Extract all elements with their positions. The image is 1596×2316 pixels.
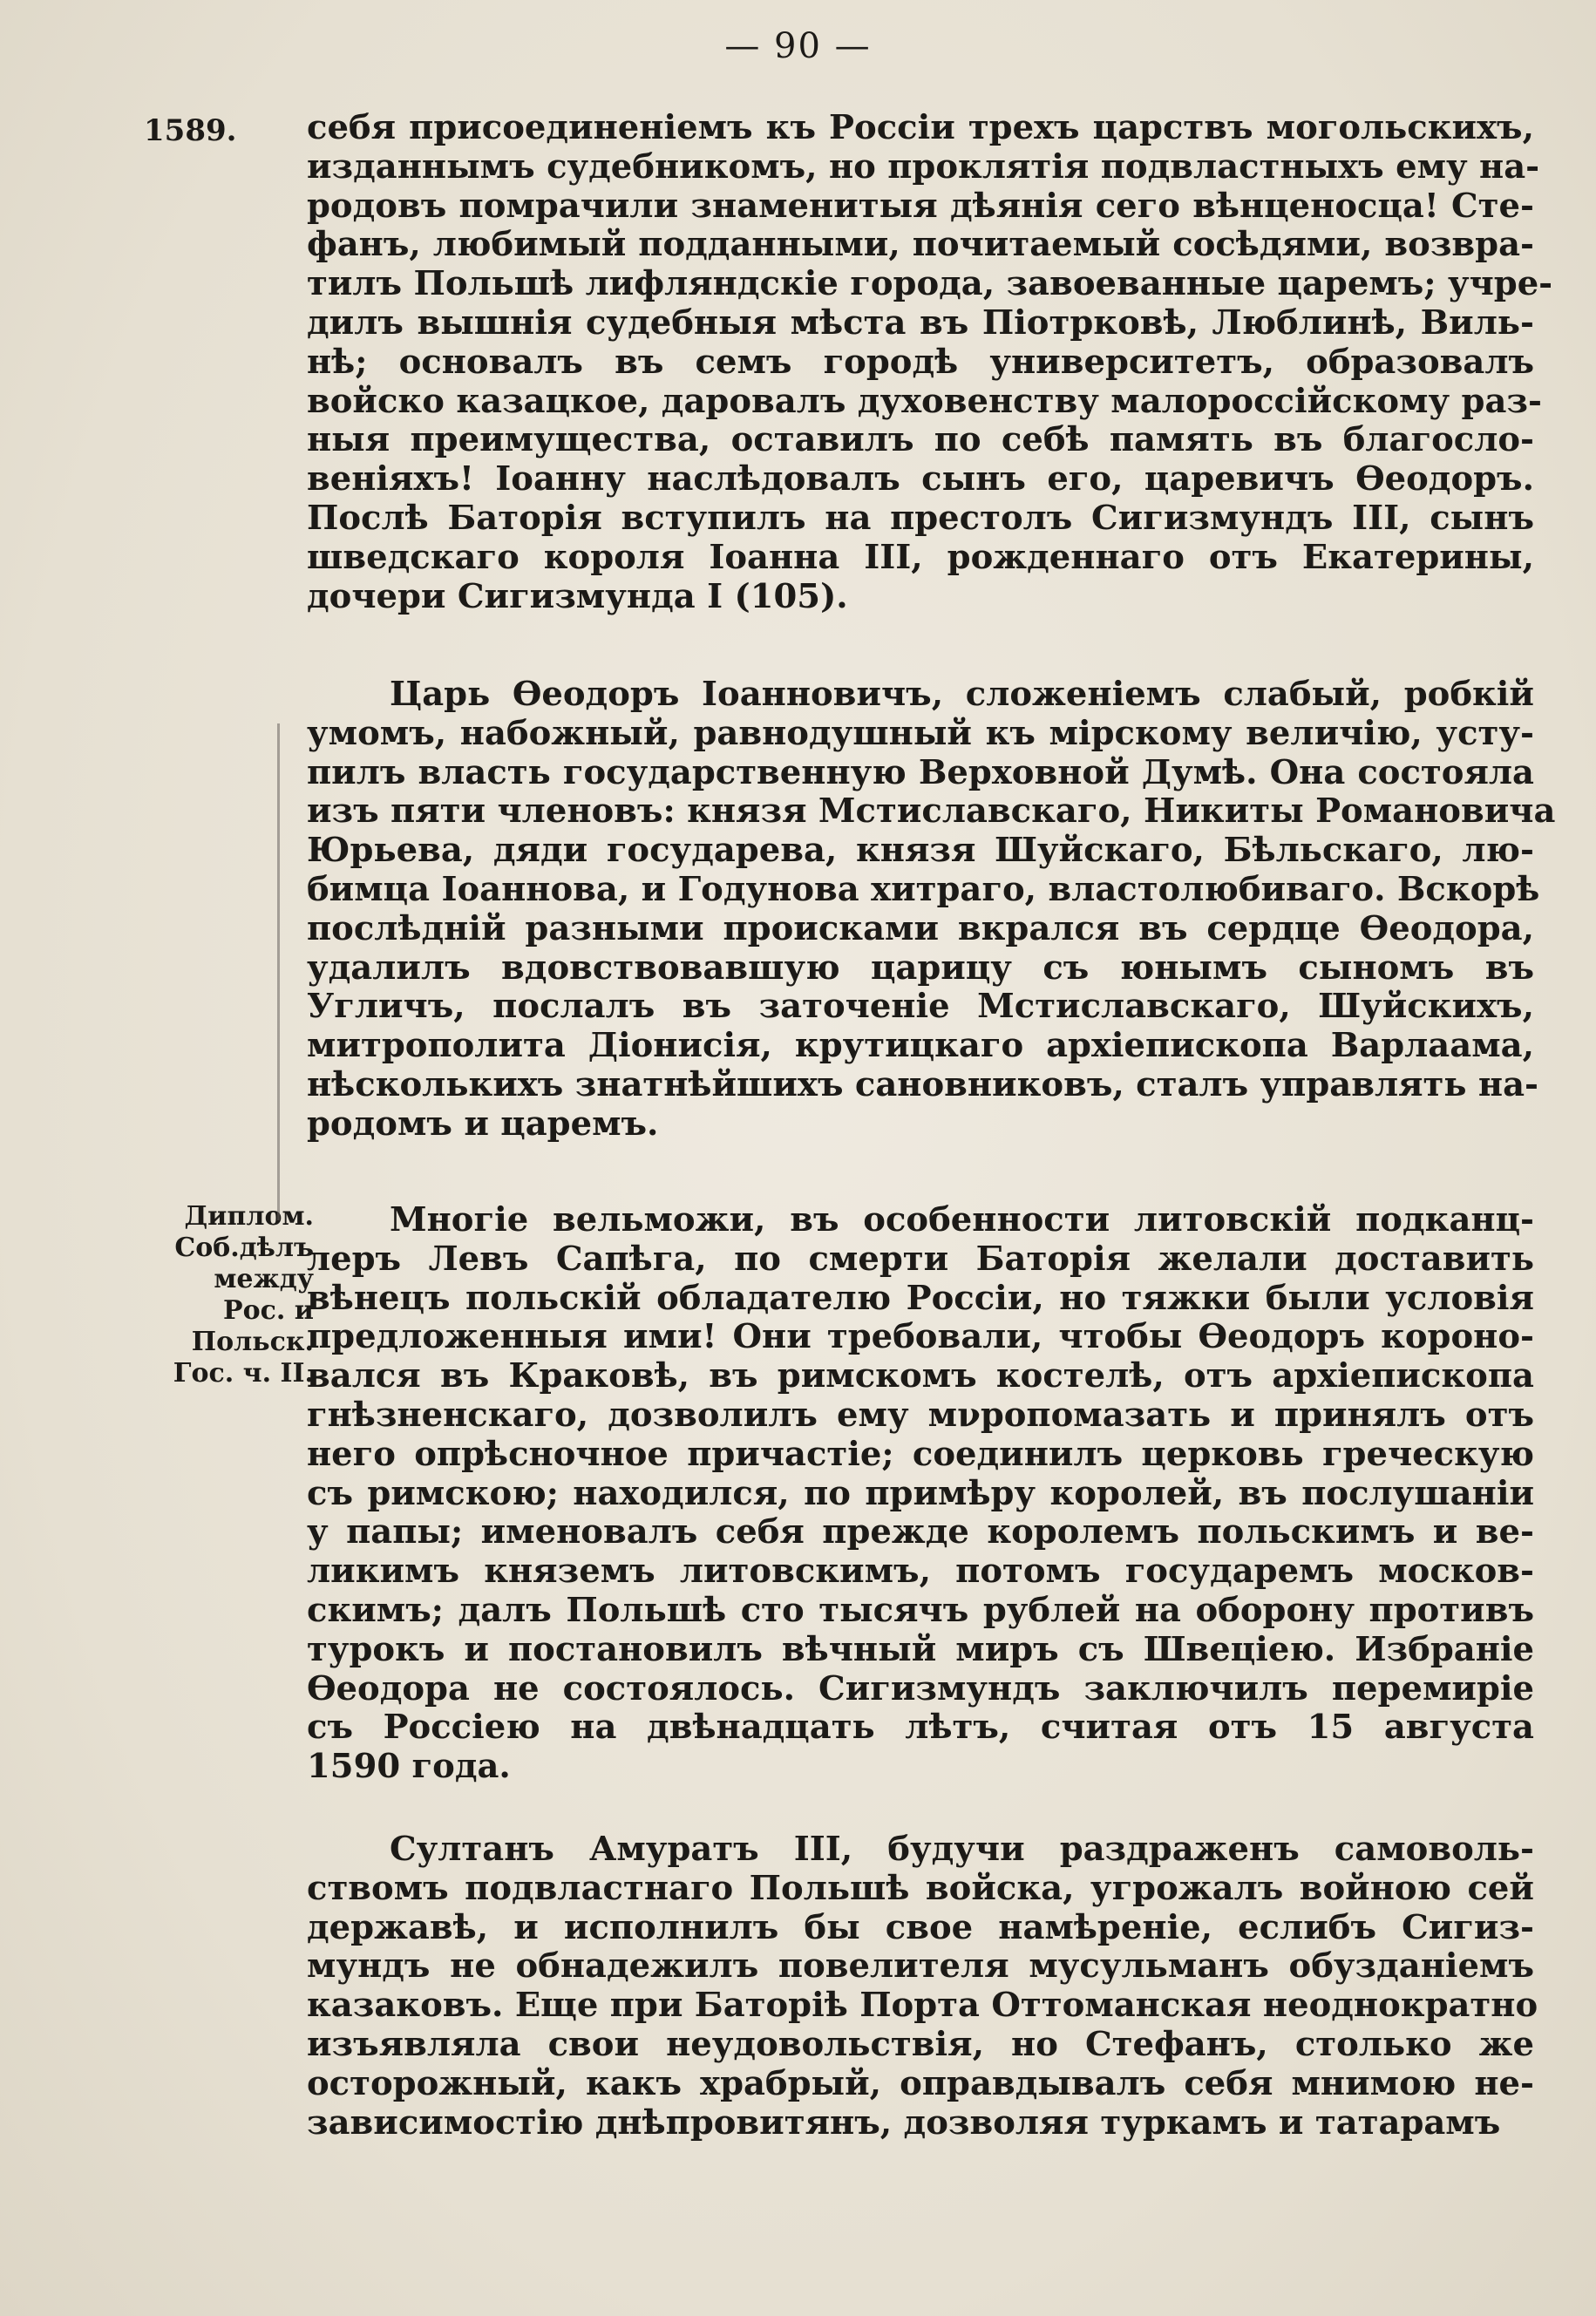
text-line: пилъ власть государственную Верховной Думѣ. Она состояла: [307, 752, 1534, 792]
margin-note: [139, 1201, 314, 1389]
text-line: съ Россіею на двѣнадцать лѣтъ, считая отъ 15 августа: [307, 1708, 1534, 1748]
margin-note-line: Диплом.: [184, 1201, 314, 1232]
text-line: державѣ, и исполнилъ бы свое намѣреніе, еслибъ Сигиз-: [307, 1907, 1534, 1947]
text-line: митрополита Діонисія, крутицкаго архіепископа Варлаама,: [307, 1026, 1534, 1066]
text-line: изъ пяти членовъ: князя Мстиславскаго, Никиты Романовича: [307, 791, 1556, 832]
page-number: — 90 —: [724, 26, 872, 66]
margin-note-line: Соб.дѣлъ: [174, 1233, 314, 1263]
text-line: Послѣ Баторія вступилъ на престолъ Сигизмундъ III, сынъ: [307, 498, 1534, 538]
text-line: предложенныя ими! Они требовали, чтобы Ѳеодоръ короно-: [307, 1317, 1534, 1357]
text-line: удалилъ вдовствовавшую царицу съ юнымъ сыномъ въ: [307, 947, 1534, 988]
text-line: ствомъ подвластнаго Польшѣ войска, угрожалъ войною сей: [307, 1868, 1534, 1908]
text-line: изъявляла свои неудовольствія, но Стефанъ, столько же: [307, 2024, 1534, 2064]
paragraph: [307, 675, 1556, 1144]
text-line: 1590 года.: [307, 1747, 511, 1787]
text-line: гнѣзненскаго, дозволилъ ему мνропомазать и принялъ отъ: [307, 1395, 1534, 1435]
text-line: Царь Ѳеодоръ Іоанновичъ, сложеніемъ слабый, робкій: [390, 675, 1534, 714]
text-line: бимца Іоаннова, и Годунова хитраго, властолюбиваго. Вскорѣ: [307, 869, 1540, 909]
text-line: родомъ и царемъ.: [307, 1104, 659, 1144]
text-line: Ѳеодора не состоялось. Сигизмундъ заключилъ перемиріе: [307, 1668, 1534, 1708]
text-line: него опрѣсночное причастіе; соединилъ церковь греческую: [307, 1434, 1534, 1474]
text-line: вался въ Краковѣ, въ римскомъ костелѣ, отъ архіепископа: [307, 1356, 1534, 1396]
text-line: войско казацкое, даровалъ духовенству малороссійскому раз-: [307, 381, 1542, 421]
pencil-margin-mark: [277, 723, 289, 1220]
text-line: Юрьева, дяди государева, князя Шуйскаго, Бѣльскаго, лю-: [307, 831, 1534, 871]
margin-note-line: Рос. и: [223, 1295, 314, 1326]
text-line: нѣсколькихъ знатнѣйшихъ сановниковъ, сталъ управлять на-: [307, 1064, 1539, 1104]
text-line: ныя преимущества, оставилъ по себѣ память въ благосло-: [307, 420, 1534, 460]
text-line: турокъ и постановилъ вѣчный миръ съ Швеціею. Избраніе: [307, 1629, 1534, 1669]
text-line: изданнымъ судебникомъ, но проклятія подвластныхъ ему на-: [307, 146, 1540, 187]
text-line: веніяхъ! Іоанну наслѣдовалъ сынъ его, царевичъ Ѳеодоръ.: [307, 459, 1534, 499]
margin-note-line: Польск.: [191, 1327, 314, 1357]
margin-note-line: между: [214, 1264, 314, 1294]
text-line: у папы; именовалъ себя прежде королемъ польскимъ и ве-: [307, 1512, 1534, 1552]
text-line: шведскаго короля Іоанна III, рожденнаго отъ Екатерины,: [307, 537, 1534, 577]
text-line: послѣдній разными происками вкрался въ сердце Ѳеодора,: [307, 908, 1534, 948]
paragraph: [307, 1201, 1534, 1787]
text-line: умомъ, набожный, равнодушный къ мірскому величію, усту-: [307, 713, 1534, 753]
text-line: нѣ; основалъ въ семъ городѣ университетъ, образовалъ: [307, 342, 1534, 382]
text-line: фанъ, любимый подданными, почитаемый сосѣдями, возвра-: [307, 225, 1534, 265]
text-line: леръ Левъ Сапѣга, по смерти Баторія желали доставить: [307, 1239, 1534, 1279]
text-line: зависимостію днѣпровитянъ, дозволяя туркамъ и татарамъ: [307, 2102, 1501, 2143]
text-line: скимъ; далъ Польшѣ сто тысячъ рублей на оборону противъ: [307, 1590, 1534, 1630]
text-line: себя присоединеніемъ къ Россіи трехъ царствъ могольскихъ,: [307, 108, 1534, 147]
text-line: казаковъ. Еще при Баторіѣ Порта Оттоманская неоднократно: [307, 1986, 1538, 2026]
text-line: тилъ Польшѣ лифляндскіе города, завоеванные царемъ; учре-: [307, 264, 1553, 304]
text-line: Султанъ Амуратъ III, будучи раздраженъ самоволь-: [390, 1830, 1534, 1869]
text-line: родовъ помрачили знаменитыя дѣянія сего вѣнценосца! Сте-: [307, 186, 1534, 226]
text-line: Многіе вельможи, въ особенности литовскій подканц-: [390, 1200, 1534, 1240]
text-line: дочери Сигизмунда I (105).: [307, 576, 848, 616]
text-line: мундъ не обнадежилъ повелителя мусульманъ обузданіемъ: [307, 1946, 1534, 1987]
text-line: дилъ вышнія судебныя мѣста въ Піотрковѣ, Люблинѣ, Виль-: [307, 302, 1534, 343]
margin-year: 1589.: [144, 113, 237, 148]
text-line: вѣнецъ польскій обладателю Россіи, но тяжки были условія: [307, 1278, 1534, 1318]
text-line: съ римскою; находился, по примѣру королей, въ послушаніи: [307, 1473, 1534, 1513]
text-line: осторожный, какъ храбрый, оправдывалъ себя мнимою не-: [307, 2063, 1534, 2103]
text-line: ликимъ княземъ литовскимъ, потомъ государемъ москов-: [307, 1552, 1534, 1592]
text-line: Угличъ, послалъ въ заточеніе Мстиславскаго, Шуйскихъ,: [307, 987, 1534, 1027]
paragraph: [307, 1830, 1538, 2143]
margin-note-line: Гос. ч. II.: [173, 1358, 314, 1389]
paragraph: [307, 108, 1553, 616]
